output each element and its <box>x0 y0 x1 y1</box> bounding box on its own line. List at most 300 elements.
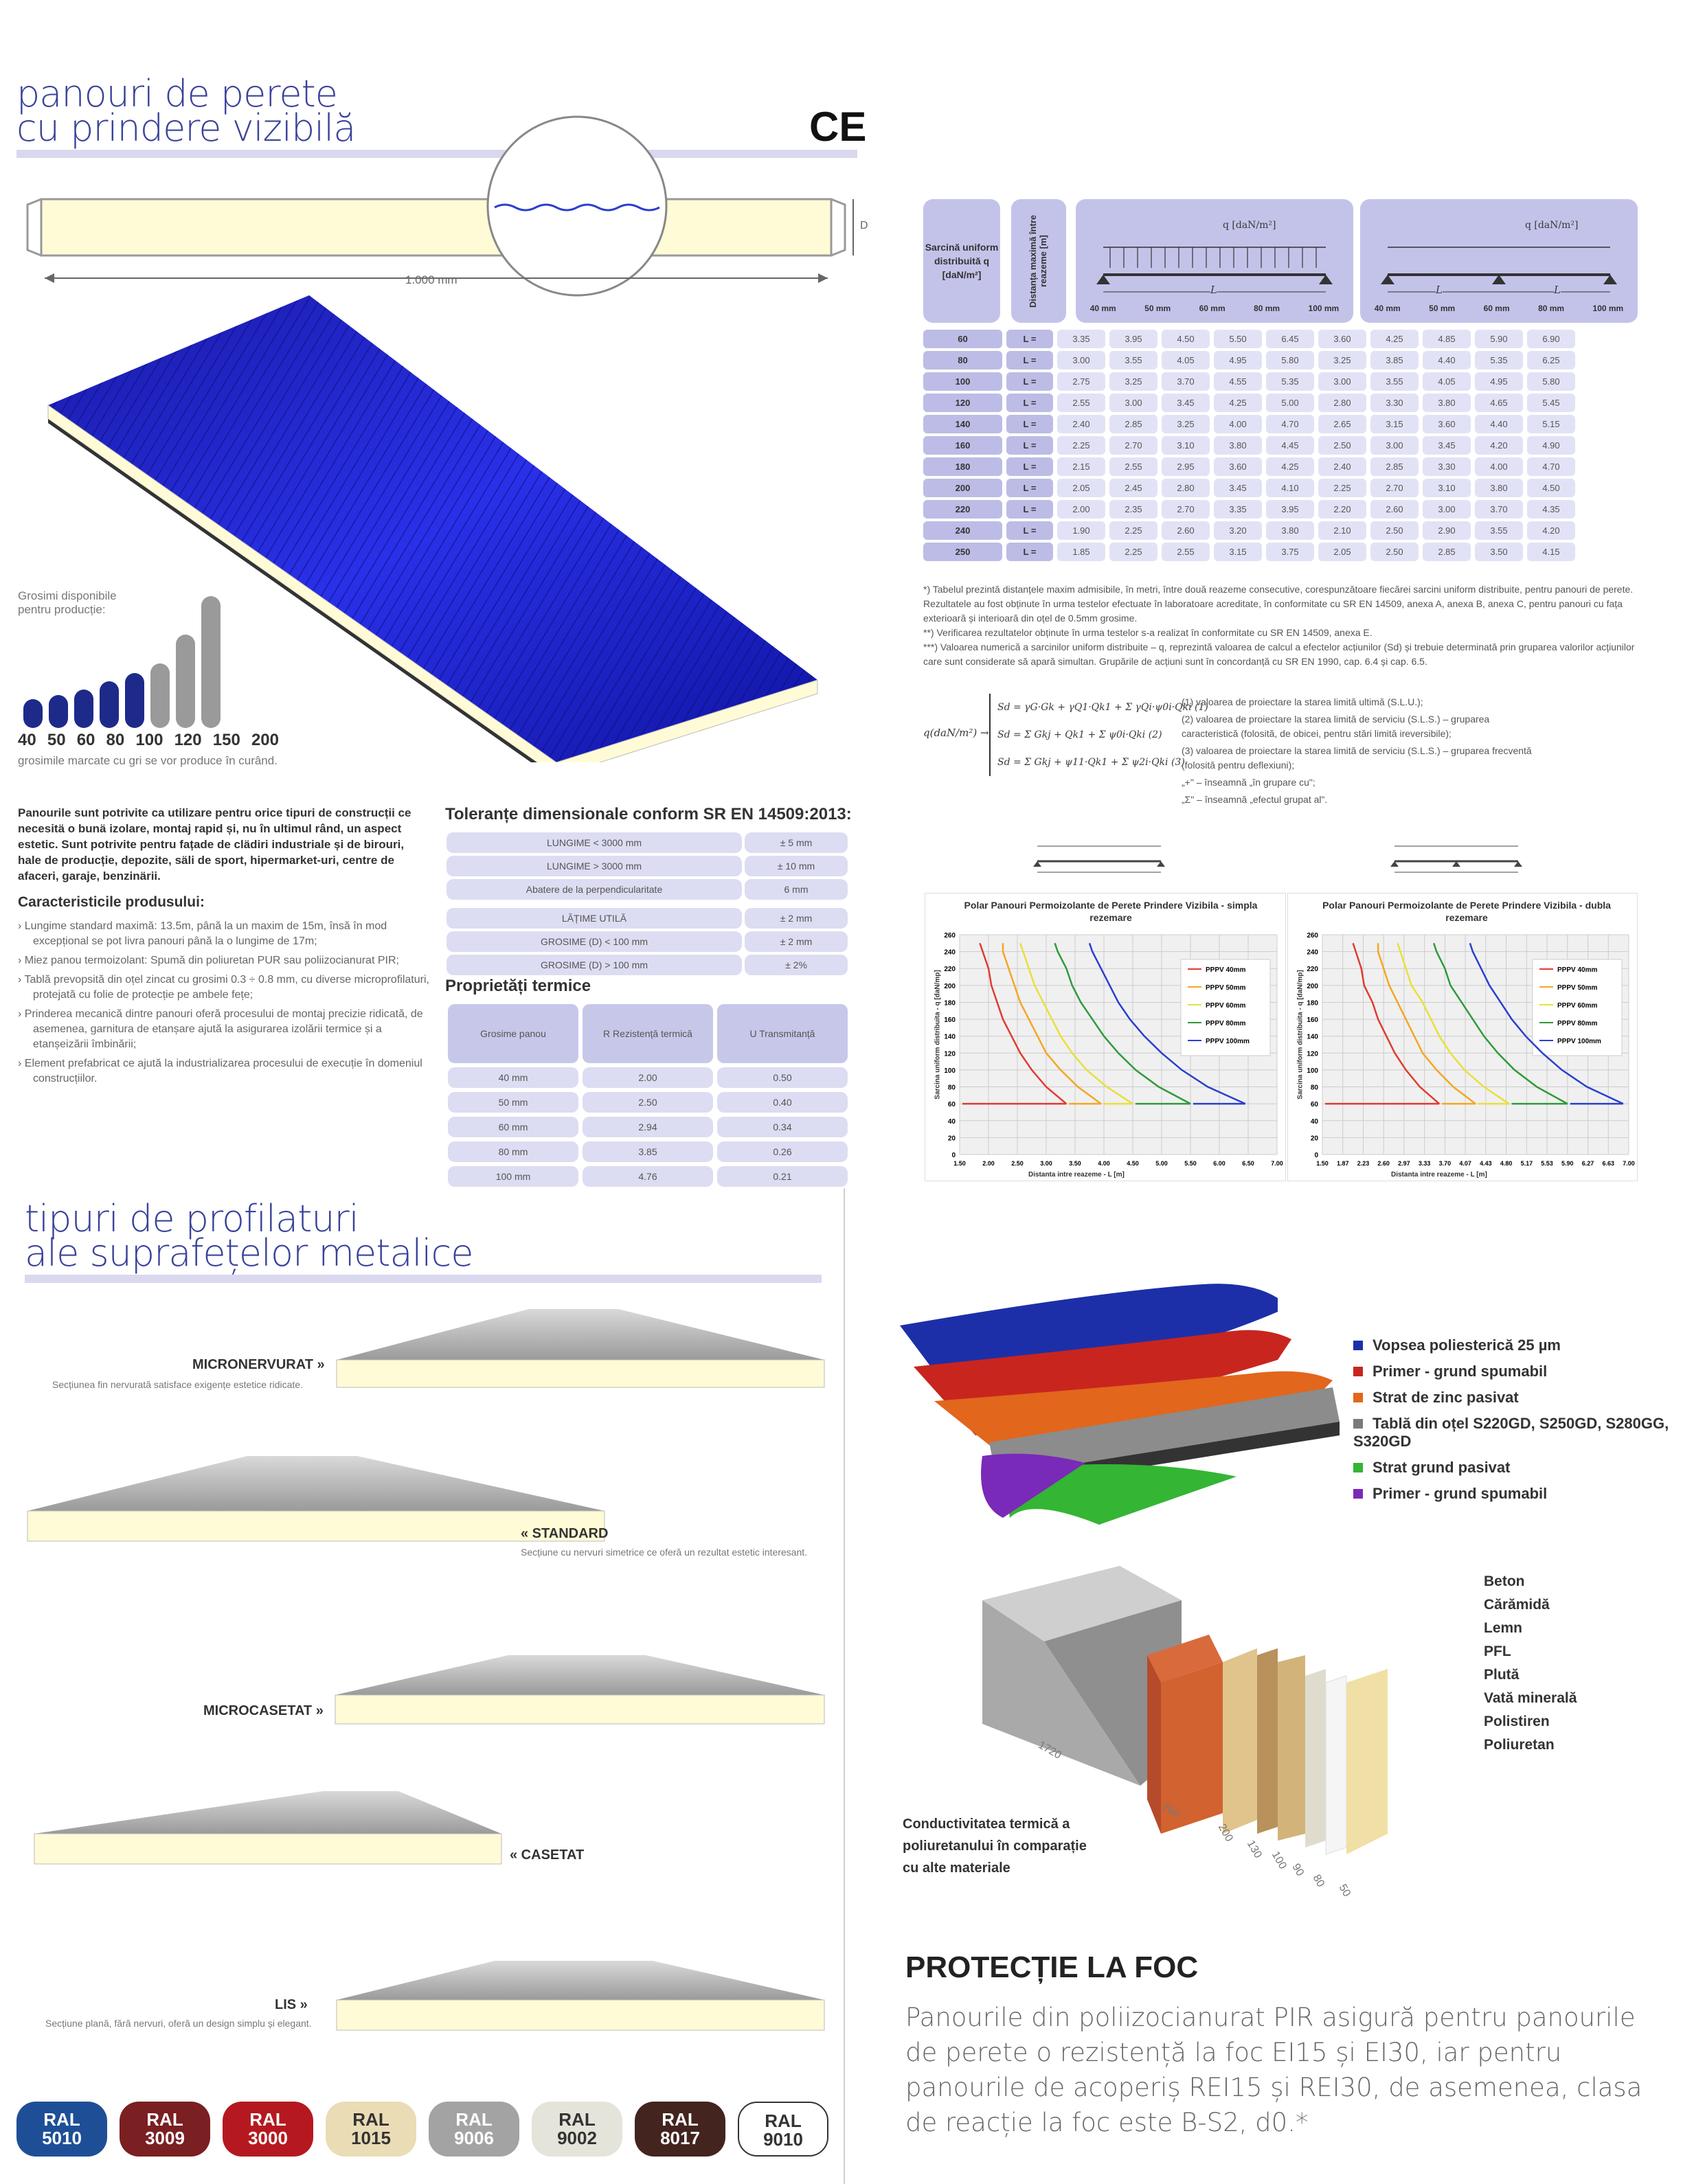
span-value: 3.35 <box>1057 330 1105 348</box>
span-value: 5.45 <box>1527 394 1575 412</box>
L-eq: L = <box>1006 500 1053 519</box>
x-tick-label: 4.00 <box>1098 1160 1110 1167</box>
dim-100: 100 <box>1269 1849 1289 1872</box>
fire-title: PROTECȚIE LA FOC <box>905 1950 1199 1984</box>
x-tick-label: 1.50 <box>1316 1160 1329 1167</box>
profile-microcasetat: MICROCASETAT » <box>203 1703 324 1718</box>
legend-label: Primer - grund spumabil <box>1373 1363 1548 1380</box>
span-value: 3.00 <box>1423 500 1471 519</box>
span-value: 2.50 <box>1370 521 1419 540</box>
features-list <box>18 919 430 1091</box>
load-value: 180 <box>923 457 1002 476</box>
span-value: 5.90 <box>1475 330 1523 348</box>
load-notes: *) Tabelul prezintă distanțele maxim admisibile, în metri, între două reazeme consecutive, corespunzătoare fiecărei sarcini uniform distribuite, pentru panouri de perete. Rezultatele au fost obținute în urma testelor efectuate în laboratoare acreditate, în conformitate cu SR EN 14509, anexa A, anexa B, anexa C, pentru panouri cu fața exterioară și interioară din oțel de 0.5mm grosime. **) Verificarea rezultatelor obținute în urma testelor s-a realizat în conformitate cu SR EN 14509, anexa E. ***) Valoarea numerică a sarcinilor uniform distribuite – q, reprezintă valoarea de calcul a efectelor acțiunilor (Sd) și trebuie determinată prin gruparea valorilor acțiunilor care sunt considerate să apară simultan. Grupările de acțiuni sunt în concordanță cu SR EN 1990, cap. 6.4 și cap. 6.5. <box>923 584 1635 667</box>
x-tick-label: 3.50 <box>1069 1160 1081 1167</box>
span-value: 4.50 <box>1527 479 1575 497</box>
L-eq: L = <box>1006 543 1053 561</box>
table-row <box>923 351 1575 369</box>
y-tick-label: 140 <box>1307 1033 1318 1041</box>
feature-item: › Tablă prevopsită din oțel zincat cu grosimi 0.3 ÷ 0.8 mm, cu diverse microprofilaturi, protejată cu folie de protecție pe ambele fețe; <box>18 974 429 1001</box>
span-value: 4.00 <box>1214 415 1262 433</box>
span-value: 4.40 <box>1423 351 1471 369</box>
y-tick-label: 0 <box>951 1152 956 1159</box>
table-row: LUNGIME < 3000 mm ± 5 mm <box>447 832 848 853</box>
dim-50: 50 <box>1336 1882 1353 1899</box>
x-tick-label: 7.00 <box>1271 1160 1283 1167</box>
thickness-80: 80 <box>106 731 125 749</box>
span-value: 3.30 <box>1423 457 1471 476</box>
span-value: 3.85 <box>1370 351 1419 369</box>
span-value: 4.95 <box>1475 372 1523 391</box>
span-value: 3.15 <box>1370 415 1419 433</box>
x-tick-label: 1.87 <box>1336 1160 1349 1167</box>
span-value: 4.25 <box>1214 394 1262 412</box>
y-tick-label: 200 <box>1307 982 1318 990</box>
title-line-2: cu prindere vizibilă <box>16 106 356 150</box>
dim-80: 80 <box>1310 1872 1327 1889</box>
x-tick-label: 4.07 <box>1459 1160 1471 1167</box>
dim-90: 90 <box>1289 1861 1307 1878</box>
legend-item <box>1353 1363 1694 1380</box>
span-value: 2.55 <box>1057 394 1105 412</box>
x-tick-label: 3.00 <box>1040 1160 1052 1167</box>
span-value: 2.80 <box>1318 394 1366 412</box>
y-tick-label: 160 <box>944 1016 956 1025</box>
span-value: 3.45 <box>1162 394 1210 412</box>
span-value: 3.45 <box>1423 436 1471 455</box>
span-value: 2.45 <box>1109 479 1157 497</box>
y-tick-label: 240 <box>1307 948 1318 957</box>
load-value: 220 <box>923 500 1002 519</box>
load-value: 60 <box>923 330 1002 348</box>
span-value: 2.85 <box>1423 543 1471 561</box>
span-value: 5.00 <box>1266 394 1314 412</box>
width-dimension: 1.000 mm <box>405 273 458 286</box>
tolerance-table-2 <box>444 905 850 978</box>
legend-swatch <box>1353 1341 1363 1350</box>
x-tick-label: 4.50 <box>1127 1160 1139 1167</box>
span-value: 3.70 <box>1475 500 1523 519</box>
span-value: 2.55 <box>1162 543 1210 561</box>
table-row <box>923 372 1575 391</box>
span-value: 2.05 <box>1318 543 1366 561</box>
thickness-note: grosimile marcate cu gri se vor produce în curând. <box>18 754 278 767</box>
span-value: 2.35 <box>1109 500 1157 519</box>
tolerance-title: Toleranțe dimensionale conform SR EN 14509:2013: <box>445 805 852 823</box>
header-double-support <box>1360 199 1638 323</box>
y-tick-label: 120 <box>1307 1050 1318 1058</box>
y-tick-label: 260 <box>1307 932 1318 940</box>
table-row <box>923 479 1575 497</box>
span-value: 2.50 <box>1318 436 1366 455</box>
table-row <box>923 394 1575 412</box>
ral-swatch-8017: RAL 8017 <box>635 2102 725 2157</box>
ral-swatch-9010: RAL 9010 <box>738 2102 828 2157</box>
load-value: 250 <box>923 543 1002 561</box>
y-tick-label: 200 <box>944 982 956 990</box>
x-tick-label: 3.70 <box>1438 1160 1452 1167</box>
legend-swatch <box>1353 1367 1363 1376</box>
profile-lis: LIS » <box>275 1997 308 2012</box>
table-row <box>923 543 1575 561</box>
fire-text: Panourile din poliizocianurat PIR asigură pentru panourile de perete o rezistență la foc EI15 și EI30, iar pentru panourile de acoperiș REI15 și REI30, de asemenea, clasa de reacție la foc este B-S2, d0.* <box>905 2003 1642 2137</box>
legend-swatch <box>1353 1393 1363 1402</box>
span-value: 3.50 <box>1475 543 1523 561</box>
x-tick-label: 6.63 <box>1602 1160 1615 1167</box>
L-label: L <box>1210 284 1217 296</box>
span-value: 4.10 <box>1266 479 1314 497</box>
table-row: LĂȚIME UTILĂ ± 2 mm <box>447 908 848 929</box>
legend-label: Strat de zinc pasivat <box>1373 1389 1519 1406</box>
feature-item: › Lungime standard maximă: 13.5m, până la un maxim de 15m, însă în mod excepțional se pot livra panouri până la o lungime de 17m; <box>18 920 387 947</box>
x-tick-label: 6.27 <box>1581 1160 1594 1167</box>
legend-label: Strat grund pasivat <box>1373 1459 1511 1476</box>
table-row <box>923 457 1575 476</box>
load-value: 160 <box>923 436 1002 455</box>
title-line-1: tipuri de profilaturi <box>25 1197 359 1240</box>
span-value: 5.15 <box>1527 415 1575 433</box>
span-value: 4.20 <box>1527 521 1575 540</box>
span-value: 4.70 <box>1527 457 1575 476</box>
legend-label: Primer - grund spumabil <box>1373 1485 1548 1502</box>
table-row <box>923 500 1575 519</box>
table-row: 100 mm 4.76 0.21 <box>448 1166 848 1187</box>
span-value: 2.25 <box>1109 543 1157 561</box>
span-value: 3.55 <box>1370 372 1419 391</box>
y-tick-label: 0 <box>1314 1152 1318 1159</box>
chart-ylabel: Sarcina uniform distribuita - q [daN/mp] <box>1296 970 1305 1100</box>
profile-desc: Secțiune cu nervuri simetrice ce oferă un rezultat estetic interesant. <box>521 1547 808 1558</box>
materials-legend: Beton Cărămidă Lemn PFL Plută Vată minerală Polistiren Poliuretan <box>1484 1573 1577 1753</box>
span-value: 1.85 <box>1057 543 1105 561</box>
thickness-bars <box>18 591 279 728</box>
profiles-illustration <box>0 1291 838 2088</box>
span-value: 1.90 <box>1057 521 1105 540</box>
span-value: 4.70 <box>1266 415 1314 433</box>
L-eq: L = <box>1006 372 1053 391</box>
header-load: Sarcină uniform distribuită q [daN/m²] <box>923 199 1000 323</box>
profile-standard: « STANDARD <box>521 1526 609 1541</box>
legend-item <box>1353 1336 1694 1354</box>
legend-swatch <box>1353 1489 1363 1499</box>
y-tick-label: 120 <box>944 1050 956 1058</box>
span-value: 2.95 <box>1162 457 1210 476</box>
span-value: 2.60 <box>1370 500 1419 519</box>
ral-swatch-3009: RAL 3009 <box>120 2102 210 2157</box>
legend-item <box>1353 1389 1694 1407</box>
load-table-header <box>923 199 1638 323</box>
thickness-row: 40 mm 50 mm 60 mm 80 mm 100 mm <box>1374 304 1624 313</box>
feature-item: › Prinderea mecanică dintre panouri oferă procesului de montaj precizie ridicată, de asemenea, garnitura de etanșare ajută la asigurarea izolării termice și a etanșeizării îmbinării; <box>18 1008 423 1050</box>
span-value: 2.85 <box>1370 457 1419 476</box>
span-value: 2.80 <box>1162 479 1210 497</box>
span-value: 2.05 <box>1057 479 1105 497</box>
span-value: 5.80 <box>1527 372 1575 391</box>
x-tick-label: 4.80 <box>1500 1160 1513 1167</box>
x-tick-label: 5.90 <box>1561 1160 1574 1167</box>
span-value: 2.15 <box>1057 457 1105 476</box>
thickness-row: 40 mm 50 mm 60 mm 80 mm 100 mm <box>1089 304 1340 313</box>
x-tick-label: 2.60 <box>1377 1160 1390 1167</box>
span-value: 3.55 <box>1475 521 1523 540</box>
y-tick-label: 160 <box>1307 1016 1318 1025</box>
y-tick-label: 20 <box>1310 1135 1318 1143</box>
ral-swatch-9002: RAL 9002 <box>532 2102 622 2157</box>
features-title: Caracteristicile produsului: <box>18 894 205 910</box>
coating-legend <box>1353 1336 1694 1511</box>
span-value: 3.35 <box>1214 500 1262 519</box>
load-table <box>919 327 1579 564</box>
chart-xlabel: Distanta intre reazeme - L [m] <box>1028 1171 1125 1179</box>
span-value: 2.55 <box>1109 457 1157 476</box>
table-row: 80 mm 3.85 0.26 <box>448 1141 848 1162</box>
span-value: 3.10 <box>1423 479 1471 497</box>
span-value: 2.25 <box>1318 479 1366 497</box>
span-value: 4.65 <box>1475 394 1523 412</box>
span-value: 2.85 <box>1109 415 1157 433</box>
legend-label: PPPV 80mm <box>1557 1020 1598 1027</box>
table-row: LUNGIME > 3000 mm ± 10 mm <box>447 856 848 876</box>
table-row: 50 mm 2.50 0.40 <box>448 1092 848 1113</box>
y-tick-label: 80 <box>1310 1084 1318 1092</box>
span-value: 3.70 <box>1162 372 1210 391</box>
legend-label: PPPV 60mm <box>1206 1002 1246 1010</box>
load-value: 100 <box>923 372 1002 391</box>
legend-label: PPPV 40mm <box>1206 966 1246 974</box>
span-value: 4.15 <box>1527 543 1575 561</box>
span-value: 5.35 <box>1475 351 1523 369</box>
thickness-120: 120 <box>174 731 202 749</box>
span-value: 4.05 <box>1423 372 1471 391</box>
y-tick-label: 80 <box>947 1084 956 1092</box>
x-tick-label: 5.50 <box>1184 1160 1197 1167</box>
table-row <box>923 415 1575 433</box>
span-value: 2.00 <box>1057 500 1105 519</box>
span-value: 3.80 <box>1266 521 1314 540</box>
intro-text: Panourile sunt potrivite ca utilizare pentru orice tipuri de construcții ce necesitä o bunä izolare, montaj rapid și, nu în ultimul rând, un aspect estetic. Sunt potrivite pentru fațade de clädiri industriale și de birouri, hale de producție, depozite, säli de sport, hipermarket-uri, centre de afaceri, garaje, benzinärii. <box>18 806 411 883</box>
thickness-dimension: D <box>860 220 868 231</box>
L-eq: L = <box>1006 521 1053 540</box>
L-eq: L = <box>1006 330 1053 348</box>
x-tick-label: 3.33 <box>1418 1160 1431 1167</box>
span-value: 3.60 <box>1423 415 1471 433</box>
profile-desc: Secțiunea fin nervurată satisface exigențe estetice ridicate. <box>52 1379 303 1390</box>
L-label: L <box>1436 284 1443 296</box>
legend-swatch <box>1353 1463 1363 1472</box>
x-tick-label: 2.50 <box>1011 1160 1024 1167</box>
span-value: 4.25 <box>1266 457 1314 476</box>
L-eq: L = <box>1006 394 1053 412</box>
span-value: 4.95 <box>1214 351 1262 369</box>
thickness-values <box>18 731 279 750</box>
legend-item <box>1353 1485 1694 1503</box>
span-value: 4.05 <box>1162 351 1210 369</box>
ral-swatch-3000: RAL 3000 <box>223 2102 313 2157</box>
formula-lhs: q(daN/m²) → <box>923 727 989 739</box>
thickness-50: 50 <box>47 731 66 749</box>
span-value: 3.00 <box>1318 372 1366 391</box>
legend-item <box>1353 1415 1694 1451</box>
formula-notes: (1) valoarea de proiectare la starea limită ultimă (S.L.U.); (2) valoarea de proiectare la starea limită de serviciu (S.L.S.) – gruparea caracteristică (folosită, de obicei, pentru stări limită ireversibile); (3) valoarea de proiectare la starea limită de serviciu (S.L.S.) – gruparea frecventă (folosită pentru deflexiuni); „+" – înseamnă „în grupare cu"; „Σ" – înseamnă „efectul grupat al". <box>1182 696 1532 805</box>
span-value: 3.25 <box>1162 415 1210 433</box>
table-row <box>923 521 1575 540</box>
legend-label: Vopsea poliesterică 25 µm <box>1373 1336 1561 1354</box>
thickness-label: Grosimi disponibile pentru producție: <box>18 589 117 616</box>
thickness-150: 150 <box>212 731 240 749</box>
y-tick-label: 240 <box>944 948 956 957</box>
q-label: q [daN/m²] <box>1223 220 1276 231</box>
table-row <box>923 436 1575 455</box>
span-value: 2.40 <box>1318 457 1366 476</box>
span-value: 6.45 <box>1266 330 1314 348</box>
load-value: 140 <box>923 415 1002 433</box>
thermal-title: Proprietăți termice <box>445 977 591 995</box>
span-value: 3.80 <box>1214 436 1262 455</box>
x-tick-label: 5.17 <box>1520 1160 1533 1167</box>
span-value: 4.90 <box>1527 436 1575 455</box>
span-value: 2.20 <box>1318 500 1366 519</box>
span-value: 4.00 <box>1475 457 1523 476</box>
span-value: 2.70 <box>1162 500 1210 519</box>
profile-desc: Secțiune plană, fără nervuri, oferă un design simplu și elegant. <box>45 2018 312 2029</box>
dim-200: 200 <box>1215 1821 1235 1844</box>
legend-label: PPPV 40mm <box>1557 966 1598 974</box>
span-value: 4.20 <box>1475 436 1523 455</box>
span-value: 2.65 <box>1318 415 1366 433</box>
span-value: 3.95 <box>1109 330 1157 348</box>
thickness-100: 100 <box>135 731 163 749</box>
y-tick-label: 220 <box>1307 966 1318 974</box>
thickness-200: 200 <box>251 731 279 749</box>
span-value: 4.50 <box>1162 330 1210 348</box>
table-row: GROSIME (D) > 100 mm ± 2% <box>447 955 848 975</box>
x-tick-label: 2.23 <box>1357 1160 1370 1167</box>
x-tick-label: 2.00 <box>982 1160 995 1167</box>
span-value: 5.50 <box>1214 330 1262 348</box>
span-value: 3.95 <box>1266 500 1314 519</box>
legend-label: PPPV 50mm <box>1557 984 1598 992</box>
span-value: 3.55 <box>1109 351 1157 369</box>
legend-item <box>1353 1459 1694 1477</box>
conductivity-text: Conductivitatea termică a poliuretanului în comparație cu alte materiale <box>903 1817 1087 1876</box>
span-value: 6.25 <box>1527 351 1575 369</box>
span-value: 4.25 <box>1370 330 1419 348</box>
span-value: 3.80 <box>1475 479 1523 497</box>
span-value: 4.35 <box>1527 500 1575 519</box>
table-row: GROSIME (D) < 100 mm ± 2 mm <box>447 931 848 952</box>
thickness-60: 60 <box>76 731 95 749</box>
span-value: 3.15 <box>1214 543 1262 561</box>
span-value: 2.75 <box>1057 372 1105 391</box>
feature-item: › Element prefabricat ce ajută la industrializarea procesului de execuție în domeniul construcțiilor. <box>18 1058 422 1084</box>
title-line-2: ale suprafețelor metalice <box>25 1231 473 1275</box>
chart-double <box>1287 893 1638 1181</box>
legend-label: PPPV 80mm <box>1206 1020 1246 1027</box>
span-value: 2.50 <box>1370 543 1419 561</box>
y-tick-label: 40 <box>1310 1117 1318 1126</box>
profiles-title <box>25 1197 473 1275</box>
x-tick-label: 5.00 <box>1155 1160 1168 1167</box>
dim-1720: 1720 <box>1036 1739 1063 1762</box>
x-tick-label: 5.53 <box>1541 1160 1553 1167</box>
feature-item: › Miez panou termoizolant: Spumă din poliuretan PUR sau poliizocianurat PIR; <box>18 955 399 966</box>
header-distance: Distanța maximă între reazeme [m] <box>1011 199 1066 323</box>
load-value: 120 <box>923 394 1002 412</box>
load-value: 200 <box>923 479 1002 497</box>
span-value: 2.25 <box>1109 521 1157 540</box>
span-value: 4.55 <box>1214 372 1262 391</box>
x-tick-label: 2.97 <box>1398 1160 1410 1167</box>
legend-label: PPPV 60mm <box>1557 1002 1598 1010</box>
L-label: L <box>1554 284 1561 296</box>
span-value: 4.85 <box>1423 330 1471 348</box>
span-value: 2.90 <box>1423 521 1471 540</box>
x-tick-label: 6.00 <box>1213 1160 1226 1167</box>
legend-label: Tablă din oțel S220GD, S250GD, S280GG, S320GD <box>1353 1415 1669 1450</box>
dim-760: 760 <box>1159 1801 1182 1821</box>
L-eq: L = <box>1006 457 1053 476</box>
formulas: Sd = γG·Gk + γQ1·Qk1 + Σ γQi·ψ0i·Qki (1) Sd = Σ Gkj + Qk1 + Σ ψ0i·Qki (2) Sd = Σ Gkj + ψ11·Qk1 + Σ ψ2i·Qki (3) <box>989 694 1208 776</box>
span-value: 3.25 <box>1109 372 1157 391</box>
y-tick-label: 100 <box>1307 1067 1318 1075</box>
span-value: 3.25 <box>1318 351 1366 369</box>
span-value: 4.45 <box>1266 436 1314 455</box>
span-value: 3.75 <box>1266 543 1314 561</box>
span-value: 2.10 <box>1318 521 1366 540</box>
chart-simple <box>925 893 1286 1181</box>
legend-label: PPPV 100mm <box>1206 1038 1250 1045</box>
x-tick-label: 6.50 <box>1242 1160 1254 1167</box>
chart-xlabel: Distanta intre reazeme - L [m] <box>1391 1171 1487 1179</box>
L-eq: L = <box>1006 351 1053 369</box>
header-simple-support <box>1076 199 1353 323</box>
ral-swatch-5010: RAL 5010 <box>16 2102 107 2157</box>
coating-layers-illustration <box>893 1271 1360 1532</box>
y-tick-label: 60 <box>1310 1101 1318 1109</box>
title-underline <box>25 1275 822 1283</box>
simple-beam-diagram <box>1030 832 1168 880</box>
span-value: 2.40 <box>1057 415 1105 433</box>
thermal-table <box>444 1000 852 1191</box>
x-tick-label: 4.43 <box>1480 1160 1492 1167</box>
profile-micronervurat: MICRONERVURAT » <box>192 1357 325 1372</box>
y-tick-label: 220 <box>944 966 956 974</box>
span-value: 6.90 <box>1527 330 1575 348</box>
ral-swatch-9006: RAL 9006 <box>429 2102 519 2157</box>
table-row: 60 mm 2.94 0.34 <box>448 1117 848 1137</box>
dim-130: 130 <box>1244 1838 1264 1861</box>
span-value: 3.80 <box>1423 394 1471 412</box>
span-value: 2.25 <box>1057 436 1105 455</box>
y-tick-label: 180 <box>944 999 956 1008</box>
table-row <box>923 330 1575 348</box>
y-tick-label: 20 <box>947 1135 956 1143</box>
span-value: 2.70 <box>1109 436 1157 455</box>
span-value: 3.00 <box>1109 394 1157 412</box>
span-value: 3.30 <box>1370 394 1419 412</box>
span-value: 3.60 <box>1214 457 1262 476</box>
span-value: 3.00 <box>1370 436 1419 455</box>
span-value: 4.40 <box>1475 415 1523 433</box>
span-value: 3.00 <box>1057 351 1105 369</box>
x-tick-label: 7.00 <box>1623 1160 1635 1167</box>
y-tick-label: 40 <box>947 1117 956 1126</box>
y-tick-label: 140 <box>944 1033 956 1041</box>
span-value: 5.35 <box>1266 372 1314 391</box>
q-label: q [daN/m²] <box>1525 220 1579 231</box>
y-tick-label: 100 <box>944 1067 956 1075</box>
load-value: 240 <box>923 521 1002 540</box>
